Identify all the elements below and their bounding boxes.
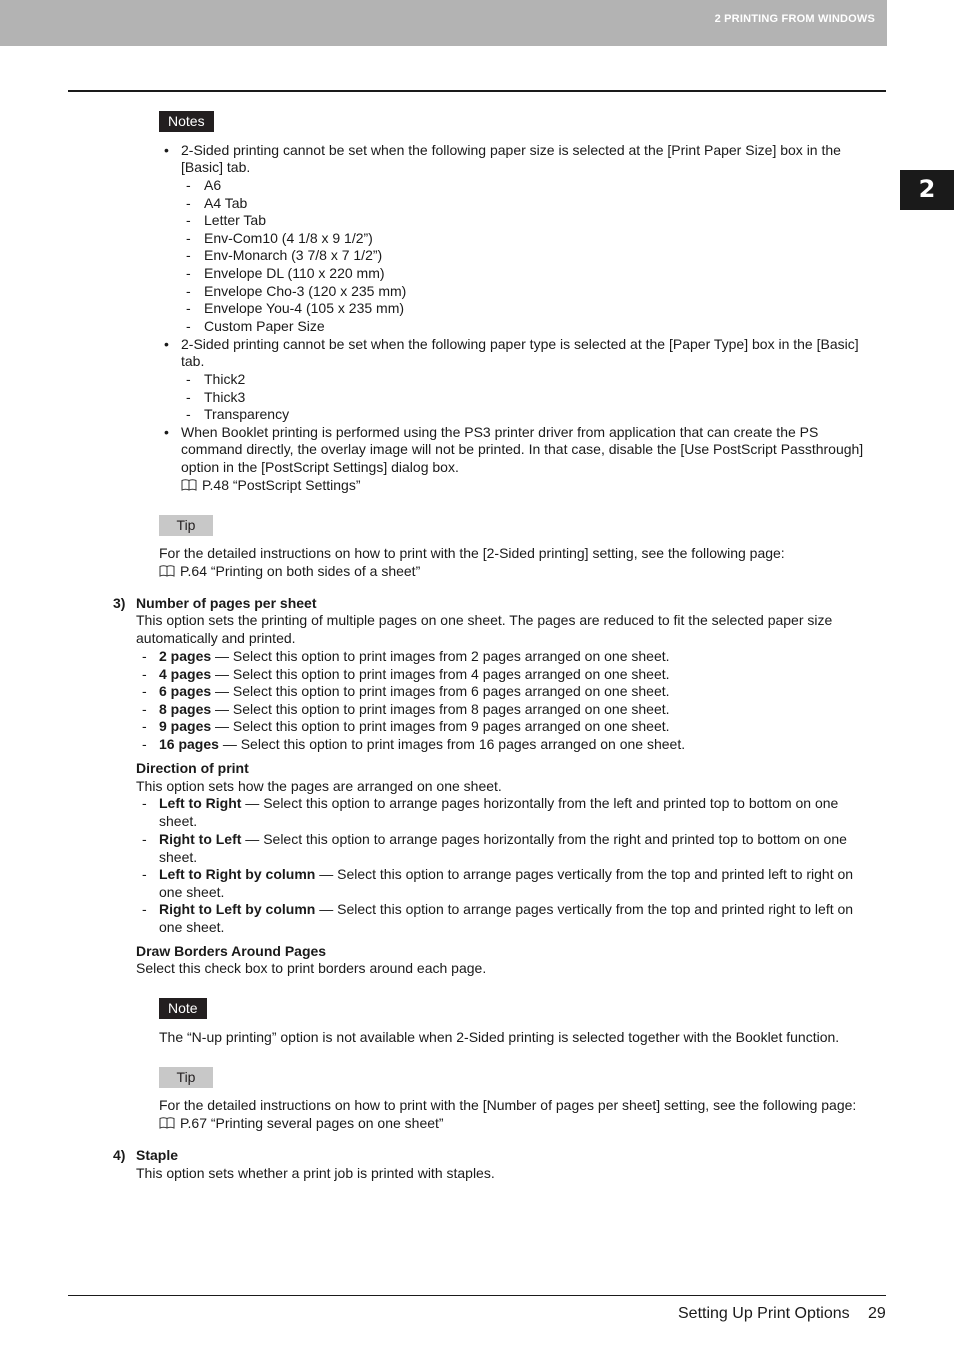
list-item: Envelope You-4 (105 x 235 mm): [204, 300, 405, 317]
subsection-title: Direction of print: [136, 760, 249, 776]
option-item: [159, 831, 847, 849]
list-item: Envelope Cho-3 (120 x 235 mm): [204, 282, 407, 299]
list-dash: -: [142, 718, 147, 735]
list-dash: -: [142, 831, 147, 847]
option-text-continued: sheet.: [159, 848, 198, 865]
list-dash: -: [186, 282, 191, 299]
list-dash: -: [142, 795, 147, 811]
tip-text: For the detailed instructions on how to print with the [2-Sided printing] setting, see the following page:: [159, 545, 785, 561]
list-dash: -: [186, 247, 191, 264]
list-dash: -: [186, 194, 191, 211]
option-term: Left to Right: [159, 795, 242, 811]
list-item: Envelope DL (110 x 220 mm): [204, 265, 385, 281]
subsection-description: This option sets how the pages are arranged on one sheet.: [136, 778, 502, 794]
option-term: 2 pages: [159, 648, 212, 664]
list-dash: -: [142, 866, 147, 882]
option-text: — Select this option to print images from 8 pages arranged on one sheet.: [211, 700, 670, 717]
list-dash: -: [142, 665, 147, 682]
note-text: [Basic] tab.: [181, 159, 251, 175]
option-text: — Select this option to arrange pages vertically from the top and printed left to right on: [315, 866, 854, 882]
page-number: 29: [868, 1305, 886, 1322]
note-text: 2-Sided printing cannot be set when the following paper type is selected at the [Paper Type] box in the [Basic]: [181, 336, 859, 352]
book-icon: [159, 565, 175, 577]
section-description: This option sets the printing of multiple pages on one sheet. The pages are reduced to fit the selected paper size: [136, 612, 833, 628]
list-dash: -: [186, 406, 191, 423]
list-item: A4 Tab: [204, 194, 248, 211]
tip-label: Tip: [159, 1067, 213, 1088]
list-dash: -: [142, 648, 147, 664]
option-text-continued: one sheet.: [159, 918, 225, 935]
page-reference-text: P.64 “Printing on both sides of a sheet”: [180, 563, 421, 579]
option-text: — Select this option to arrange pages horizontally from the left and printed top to bottom on one: [241, 795, 839, 811]
list-dash: -: [186, 212, 191, 229]
footer-title: Setting Up Print Options: [678, 1305, 850, 1322]
option-item: [159, 866, 853, 884]
list-dash: -: [186, 229, 191, 246]
chapter-tab: 2: [900, 170, 954, 210]
option-text-continued: one sheet.: [159, 883, 225, 900]
option-item: [159, 648, 670, 666]
option-item: [159, 795, 838, 813]
list-dash: -: [186, 317, 191, 334]
option-text: — Select this option to print images from 6 pages arranged on one sheet.: [211, 683, 670, 700]
option-item: [159, 736, 685, 754]
note-text: When Booklet printing is performed using the PS3 printer driver from application that can create the PS: [181, 424, 819, 440]
option-term: 4 pages: [159, 665, 212, 682]
option-term: Right to Left: [159, 831, 242, 847]
option-text: — Select this option to print images from 16 pages arranged on one sheet.: [218, 736, 686, 752]
option-item: [159, 666, 670, 684]
page-reference-text: P.48 “PostScript Settings”: [202, 477, 361, 493]
option-term: 16 pages: [159, 736, 219, 752]
note-text: 2-Sided printing cannot be set when the following paper size is selected at the [Print Paper Size] box in the: [181, 142, 841, 158]
list-dash: -: [186, 177, 191, 193]
book-icon: [159, 1117, 175, 1129]
top-rule: [68, 90, 886, 92]
option-item: [159, 718, 670, 736]
list-item: Transparency: [204, 406, 290, 423]
list-dash: -: [186, 388, 191, 405]
option-text-continued: sheet.: [159, 812, 198, 829]
option-item: [159, 701, 670, 719]
page-reference-link[interactable]: [181, 477, 360, 495]
bullet: •: [164, 142, 169, 158]
list-item: Thick3: [204, 388, 246, 405]
list-item: Env-Monarch (3 7/8 x 7 1/2”): [204, 247, 383, 264]
note-text: command directly, the overlay image will not be printed. In that case, disable the [Use PostScript Passthrough]: [181, 441, 864, 457]
section-header: 2 PRINTING FROM WINDOWS: [714, 13, 875, 25]
list-item: Thick2: [204, 371, 246, 387]
subsection-title: Draw Borders Around Pages: [136, 943, 327, 959]
option-text: — Select this option to arrange pages horizontally from the right and printed top to bottom on one: [241, 831, 847, 847]
list-item: Letter Tab: [204, 212, 267, 229]
option-term: 6 pages: [159, 683, 212, 700]
option-text: — Select this option to print images from 2 pages arranged on one sheet.: [211, 648, 670, 664]
option-text: — Select this option to print images from 9 pages arranged on one sheet.: [211, 718, 670, 735]
notes-label: Notes: [159, 111, 214, 132]
section-description: automatically and printed.: [136, 630, 296, 646]
list-dash: -: [142, 736, 147, 752]
page-reference-link[interactable]: [159, 563, 420, 581]
option-term: Right to Left by column: [159, 901, 316, 917]
option-term: 9 pages: [159, 718, 212, 735]
section-number: 4): [113, 1147, 126, 1163]
list-item: Env-Com10 (4 1/8 x 9 1/2”): [204, 229, 373, 246]
list-dash: -: [186, 265, 191, 281]
tip-label: Tip: [159, 515, 213, 536]
option-text: — Select this option to print images from 4 pages arranged on one sheet.: [211, 665, 670, 682]
list-dash: -: [186, 300, 191, 317]
page-reference-link[interactable]: [159, 1115, 444, 1133]
bottom-rule: [68, 1295, 886, 1296]
tip-text: For the detailed instructions on how to print with the [Number of pages per sheet] setting, see the following page:: [159, 1097, 857, 1113]
note-text: The “N-up printing” option is not available when 2-Sided printing is selected together with the Booklet function.: [159, 1029, 840, 1045]
note-text: tab.: [181, 353, 205, 369]
note-label: Note: [159, 998, 207, 1019]
note-text: option in the [PostScript Settings] dialog box.: [181, 459, 459, 475]
book-icon: [181, 479, 197, 491]
list-item: A6: [204, 177, 222, 193]
bullet: •: [164, 424, 169, 440]
page-reference-text: P.67 “Printing several pages on one sheet”: [180, 1115, 444, 1131]
list-dash: -: [142, 901, 147, 917]
option-term: 8 pages: [159, 700, 212, 717]
section-title: Staple: [136, 1147, 179, 1163]
list-item: Custom Paper Size: [204, 317, 325, 334]
section-title: Number of pages per sheet: [136, 595, 317, 611]
option-text: — Select this option to arrange pages vertically from the top and printed right to left on: [315, 901, 854, 917]
option-item: [159, 683, 670, 701]
section-number: 3): [113, 595, 126, 611]
list-dash: -: [142, 700, 147, 717]
subsection-description: Select this check box to print borders around each page.: [136, 960, 487, 976]
section-description: This option sets whether a print job is printed with staples.: [136, 1165, 495, 1181]
list-dash: -: [142, 683, 147, 700]
header-band: [0, 0, 887, 46]
option-item: [159, 901, 853, 919]
option-term: Left to Right by column: [159, 866, 316, 882]
bullet: •: [164, 336, 169, 352]
list-dash: -: [186, 371, 191, 387]
